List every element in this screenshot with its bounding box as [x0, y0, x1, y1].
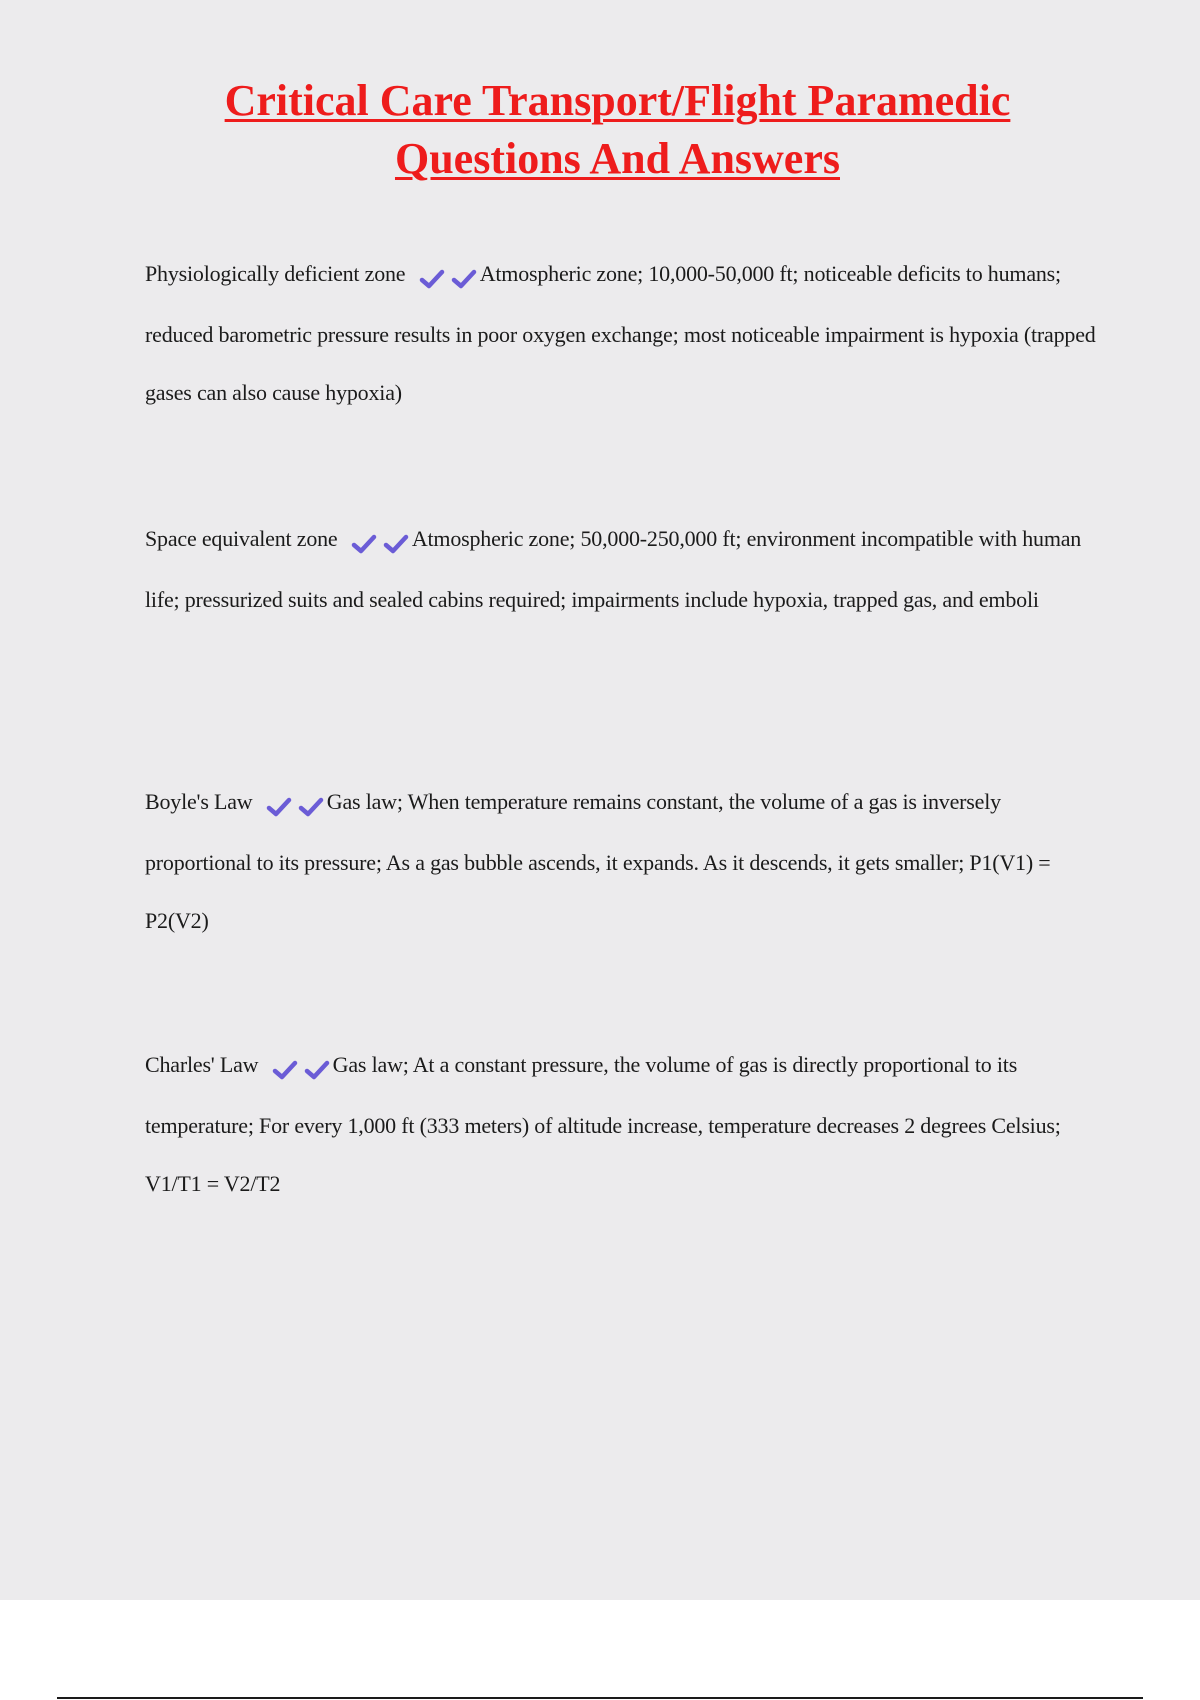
qa-item-boyles-law [145, 773, 1100, 950]
qa-item-physiologically-deficient-zone [145, 245, 1100, 422]
qa-term: Boyle's Law [145, 789, 253, 814]
qa-item-charles-law [145, 1036, 1100, 1213]
double-check-icon [351, 513, 411, 571]
double-check-icon [266, 776, 326, 834]
checkmark-icon [298, 796, 324, 818]
double-check-icon [272, 1039, 332, 1097]
qa-term: Physiologically deficient zone [145, 261, 406, 286]
qa-item-space-equivalent-zone [145, 510, 1100, 629]
qa-term: Space equivalent zone [145, 526, 338, 551]
checkmark-icon [266, 796, 292, 818]
checkmark-icon [272, 1059, 298, 1081]
title-line-2: Questions And Answers [394, 134, 840, 183]
title-line-1: Critical Care Transport/Flight Paramedic [224, 76, 1011, 125]
qa-answer: Atmospheric zone; 10,000-50,000 ft; noticeable deficits to humans; reduced barometric pressure results in poor oxygen exchange; most noticeable impairment is hypoxia (trapped gases can also cause hypoxia) [145, 261, 1096, 405]
checkmark-icon [351, 533, 377, 555]
qa-term: Charles' Law [145, 1052, 259, 1077]
footer-divider [57, 1697, 1143, 1699]
checkmark-icon [451, 268, 477, 290]
qa-answer: Gas law; When temperature remains constant, the volume of a gas is inversely proportional to its pressure; As a gas bubble ascends, it expands. As it descends, it gets smaller; P1(V1) = P2(V2) [145, 789, 1051, 933]
checkmark-icon [383, 533, 409, 555]
qa-answer: Atmospheric zone; 50,000-250,000 ft; environment incompatible with human life; pressurized suits and sealed cabins required; impairments include hypoxia, trapped gas, and emboli [145, 526, 1082, 612]
double-check-icon [419, 248, 479, 306]
qa-answer: Gas law; At a constant pressure, the volume of gas is directly proportional to its temperature; For every 1,000 ft (333 meters) of altitude increase, temperature decreases 2 degrees Celsius; V1/T1 = V2/T2 [145, 1052, 1061, 1196]
checkmark-icon [304, 1059, 330, 1081]
document-title [150, 72, 1085, 188]
checkmark-icon [419, 268, 445, 290]
